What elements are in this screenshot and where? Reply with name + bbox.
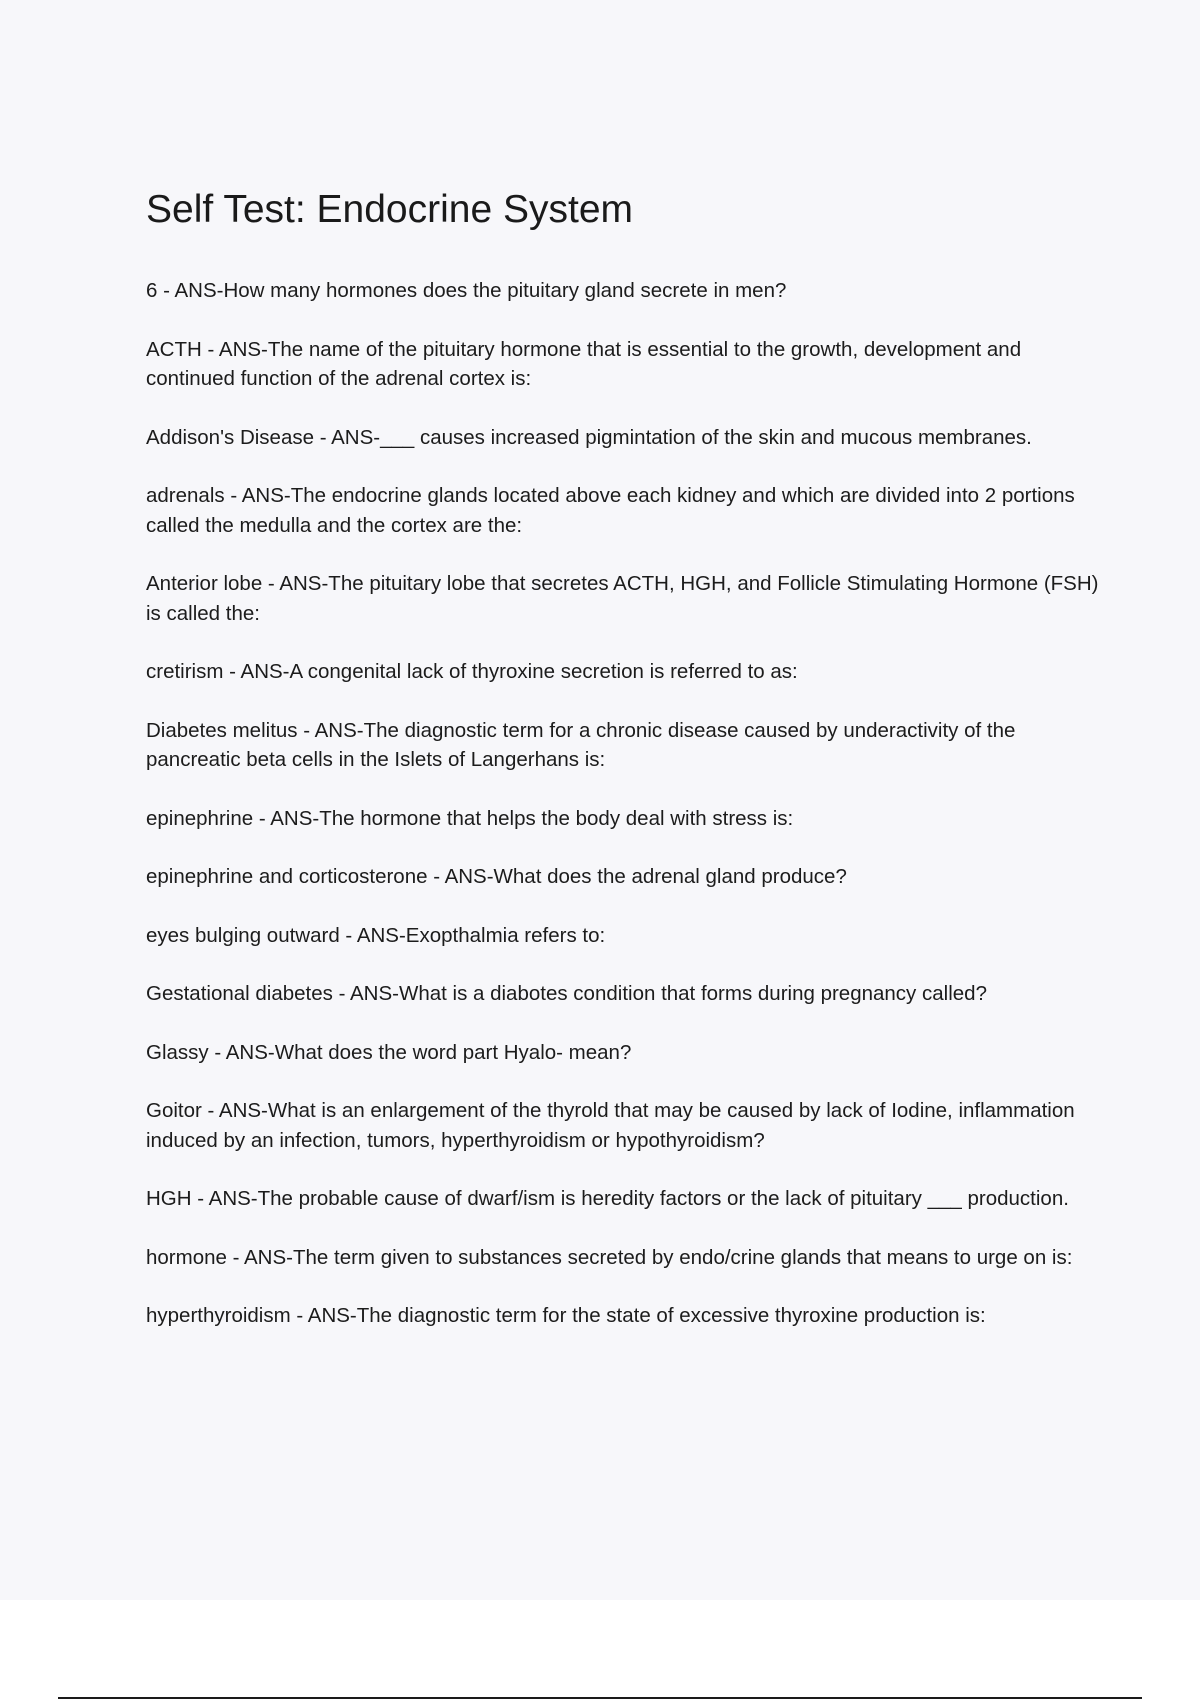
document-content bbox=[146, 186, 1106, 1360]
footer-divider bbox=[58, 1697, 1142, 1699]
qa-item: adrenals - ANS-The endocrine glands located above each kidney and which are divided into 2 portions called the medulla and the cortex are the: bbox=[146, 484, 1075, 537]
qa-item: epinephrine and corticosterone - ANS-What does the adrenal gland produce? bbox=[146, 865, 847, 888]
qa-item: Diabetes melitus - ANS-The diagnostic term for a chronic disease caused by underactivity of the pancreatic beta cells in the Islets of Langerhans is: bbox=[146, 718, 1016, 771]
qa-item: 6 - ANS-How many hormones does the pituitary gland secrete in men? bbox=[146, 279, 787, 302]
qa-item: eyes bulging outward - ANS-Exopthalmia refers to: bbox=[146, 923, 606, 947]
qa-item: cretirism - ANS-A congenital lack of thyroxine secretion is referred to as: bbox=[146, 660, 798, 683]
qa-item: epinephrine - ANS-The hormone that helps the body deal with stress is: bbox=[146, 806, 794, 830]
qa-item: hyperthyroidism - ANS-The diagnostic term for the state of excessive thyroxine production is: bbox=[146, 1304, 986, 1327]
qa-item: Glassy - ANS-What does the word part Hyalo- mean? bbox=[146, 1040, 632, 1064]
qa-item: Anterior lobe - ANS-The pituitary lobe that secretes ACTH, HGH, and Follicle Stimulating Hormone (FSH) is called the: bbox=[146, 572, 1099, 625]
page-title: Self Test: Endocrine System bbox=[146, 188, 634, 231]
qa-item: Goitor - ANS-What is an enlargement of the thyrold that may be caused by lack of Iodine, inflammation induced by an infection, tumors, hyperthyroidism or hypothyroidism? bbox=[146, 1099, 1075, 1152]
qa-item: Gestational diabetes - ANS-What is a diabotes condition that forms during pregnancy called? bbox=[146, 982, 987, 1005]
qa-item: hormone - ANS-The term given to substances secreted by endo/crine glands that means to urge on is: bbox=[146, 1245, 1073, 1269]
qa-list bbox=[146, 276, 1106, 1331]
qa-item: ACTH - ANS-The name of the pituitary hormone that is essential to the growth, development and continued function of the adrenal cortex is: bbox=[146, 337, 1022, 390]
qa-item: HGH - ANS-The probable cause of dwarf/ism is heredity factors or the lack of pituitary ___ production. bbox=[146, 1187, 1069, 1210]
qa-item: Addison's Disease - ANS-___ causes increased pigmintation of the skin and mucous membranes. bbox=[146, 425, 1032, 449]
